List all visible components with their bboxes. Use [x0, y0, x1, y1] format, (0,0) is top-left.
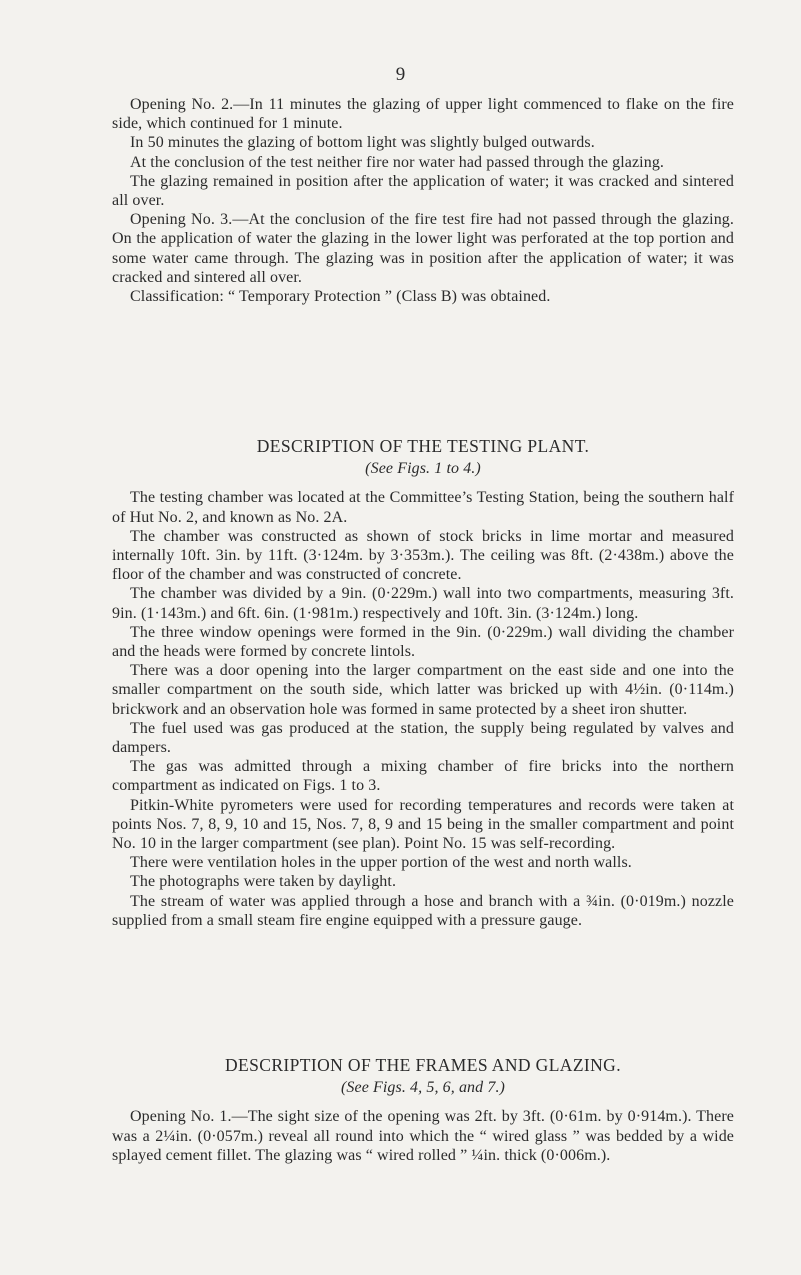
paragraph: Opening No. 2.—In 11 minutes the glazing of upper light commenced to flake on the fire side, which continued for 1 minute.: [112, 96, 734, 133]
section-testing-plant: [112, 437, 734, 930]
paragraph: The gas was admitted through a mixing chamber of fire bricks into the northern compartment as indicated on Figs. 1 to 3.: [112, 758, 734, 795]
paragraph: Classification: “ Temporary Protection ” (Class B) was obtained.: [130, 288, 551, 306]
paragraph: Pitkin-White pyrometers were used for recording temperatures and records were taken at points Nos. 7, 8, 9, 10 and 15, Nos. 7, 8, 9 and 15 being in the smaller compartment and point No. 10 in the larger compartment (see plan). Point No. 15 was self-recording.: [112, 796, 734, 853]
section-heading: DESCRIPTION OF THE FRAMES AND GLAZING.: [224, 1055, 621, 1075]
paragraph: The three window openings were formed in the 9in. (0·229m.) wall dividing the chamber and the heads were formed by concrete lintols.: [112, 623, 734, 661]
section-opening-results: [112, 95, 734, 306]
section-subheading: (See Figs. 1 to 4.): [365, 460, 481, 478]
paragraph: The glazing remained in position after the application of water; it was cracked and sintered all over.: [112, 172, 734, 210]
paragraph: The testing chamber was located at the Committee’s Testing Station, being the southern half of Hut No. 2, and known as No. 2A.: [112, 489, 734, 526]
paragraph: Opening No. 3.—At the conclusion of the fire test fire had not passed through the glazing. On the application of water the glazing in the lower light was perforated at the top portion and some water came through. The glazing was in position after the application of water; it was cracked and sintered all over.: [112, 211, 734, 286]
paragraph: The chamber was constructed as shown of stock bricks in lime mortar and measured internally 10ft. 3in. by 11ft. (3·124m. by 3·353m.). The ceiling was 8ft. (2·438m.) above the floor of the chamber and was constructed of concrete.: [112, 527, 734, 584]
section-heading: DESCRIPTION OF THE TESTING PLANT.: [256, 436, 590, 456]
paragraph: At the conclusion of the test neither fire nor water had passed through the glazing.: [130, 153, 665, 171]
page-number: 9: [395, 64, 406, 85]
paragraph: The fuel used was gas produced at the station, the supply being regulated by valves and dampers.: [112, 719, 734, 757]
section-subheading: (See Figs. 4, 5, 6, and 7.): [340, 1079, 505, 1097]
section-frames-glazing: [112, 1056, 734, 1165]
paragraph: In 50 minutes the glazing of bottom light was slightly bulged outwards.: [130, 134, 595, 152]
paragraph: The stream of water was applied through a hose and branch with a ¾in. (0·019m.) nozzle supplied from a small steam fire engine equipped with a pressure gauge.: [112, 892, 734, 929]
paragraph: There was a door opening into the larger compartment on the east side and one into the smaller compartment on the south side, which latter was bricked up with 4½in. (0·114m.) brickwork and an observation hole was formed in same protected by a sheet iron shutter.: [112, 662, 734, 718]
paragraph: The chamber was divided by a 9in. (0·229m.) wall into two compartments, measuring 3ft. 9in. (1·143m.) and 6ft. 6in. (1·981m.) respectively and 10ft. 3in. (3·124m.) long.: [112, 585, 734, 622]
paragraph: There were ventilation holes in the upper portion of the west and north walls.: [130, 854, 632, 872]
paragraph: Opening No. 1.—The sight size of the opening was 2ft. by 3ft. (0·61m. by 0·914m.). There was a 2¼in. (0·057m.) reveal all round into which the “ wired glass ” was bedded by a wide splayed cement fillet. The glazing was “ wired rolled ” ¼in. thick (0·006m.).: [112, 1108, 734, 1164]
paragraph: The photographs were taken by daylight.: [130, 873, 397, 891]
